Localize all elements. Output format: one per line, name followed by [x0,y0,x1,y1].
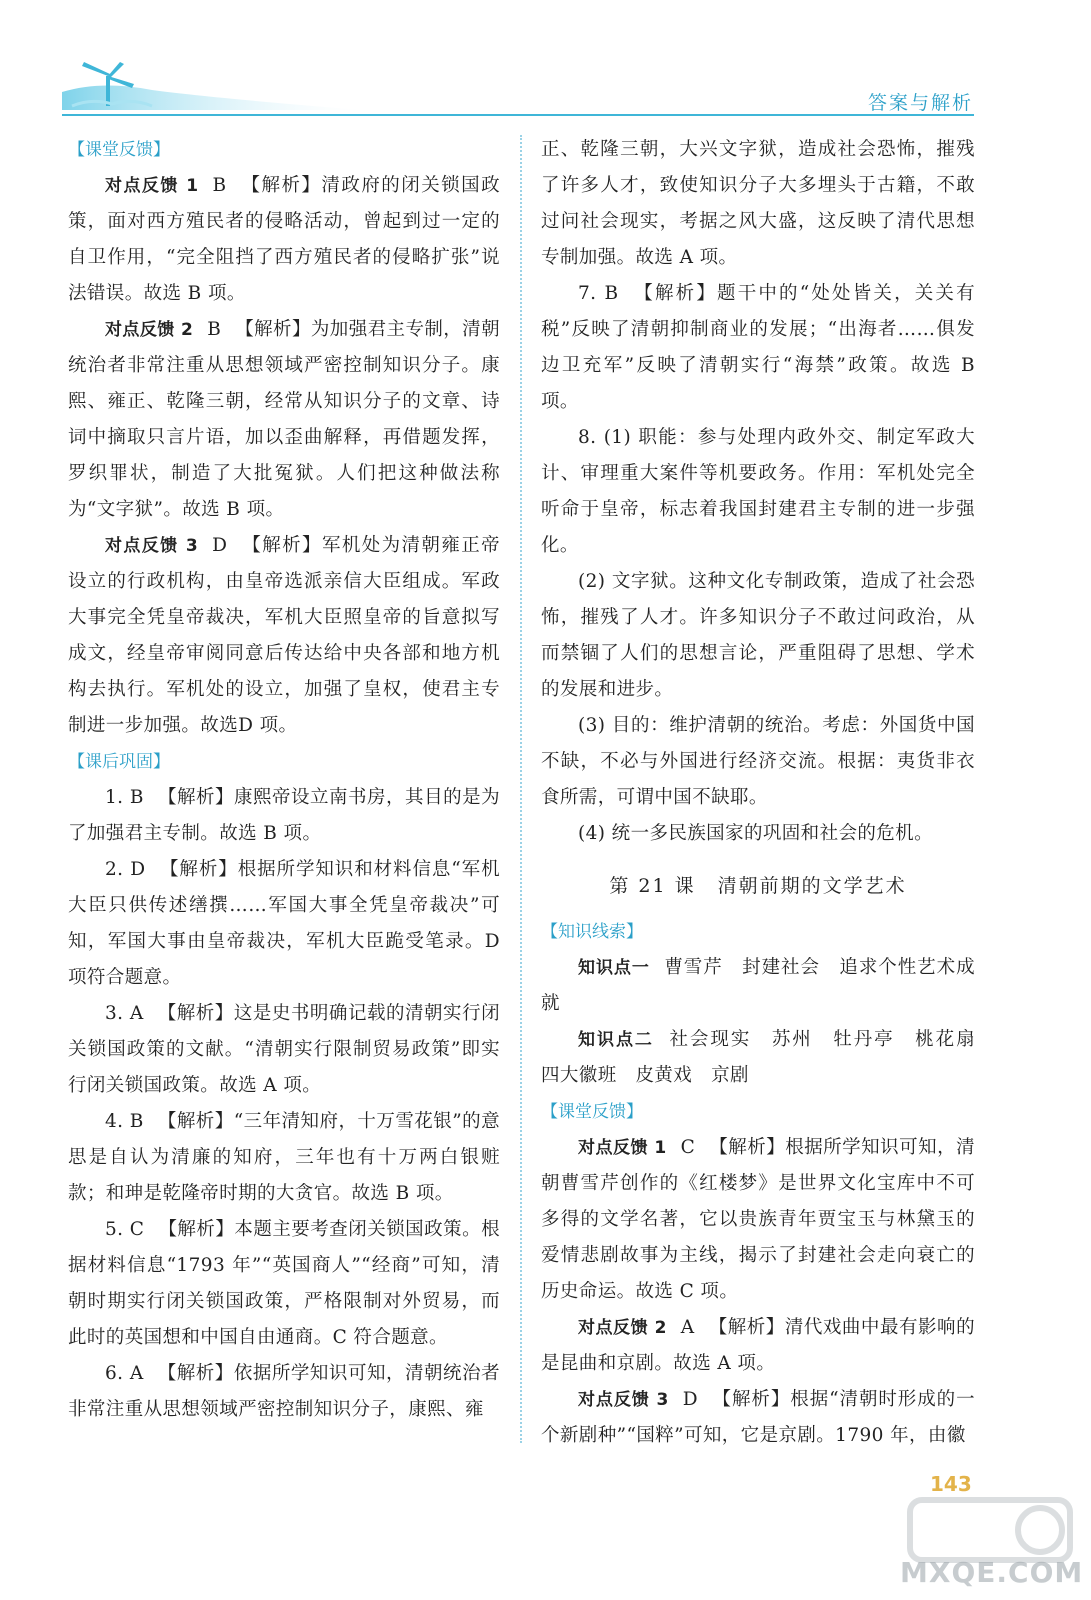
answer-item-5: 5. C 【解析】本题主要考查闭关锁国政策。根据材料信息“1793 年”“英国商人”“经商”可知，清朝时期实行闭关锁国政策，严格限制对外贸易，而此时的英国想和中国自由通商。C 符合题意。 [68,1219,500,1348]
feedback-item-2: 对点反馈 2 B 【解析】为加强君主专制，清朝统治者非常注重从思想领域严密控制知识分子。康熙、雍正、乾隆三朝，经常从知识分子的文章、诗词中摘取只言片语，加以歪曲解释，再借题发挥，罗织罪状，制造了大批冤狱。人们把这种做法称为“文字狱”。故选 B 项。 [68,319,500,520]
section-heading-after-class: 【课后巩固】 [68,752,170,772]
watermark-text: MXQE.COM [900,1556,1084,1589]
section-heading-classroom-feedback-2: 【课堂反馈】 [541,1102,643,1122]
knowledge-point-1: 知识点一 曹雪芹 封建社会 追求个性艺术成就 [541,957,975,1014]
knowledge-point-2: 知识点二 社会现实 苏州 牡丹亭 桃花扇 四大徽班 皮黄戏 京剧 [541,1029,994,1086]
left-column [68,132,500,1428]
answer-item-7: 7. B 【解析】题干中的“处处皆关，关关有税”反映了清朝抑制商业的发展；“出海者……俱发边卫充军”反映了清朝实行“海禁”政策。故选 B 项。 [541,283,975,412]
answer-item-3: 3. A 【解析】这是史书明确记载的清朝实行闭关锁国政策的文献。“清朝实行限制贸易政策”即实行闭关锁国政策。故选 A 项。 [68,1003,500,1096]
answer-item-6: 6. A 【解析】依据所学知识可知，清朝统治者非常注重从思想领域严密控制知识分子，康熙、雍 [68,1363,500,1420]
header-rule [62,114,974,116]
column-divider [520,135,522,1443]
header-title: 答案与解析 [867,92,973,114]
page-number: 143 [930,1472,972,1496]
right-column [541,132,994,1454]
feedback-item-r2: 对点反馈 2 A 【解析】清代戏曲中最有影响的是昆曲和京剧。故选 A 项。 [541,1317,975,1374]
section-heading-knowledge: 【知识线索】 [541,922,643,942]
feedback-item-r1: 对点反馈 1 C 【解析】根据所学知识可知，清朝曹雪芹创作的《红楼梦》是世界文化宝库中不可多得的文学名著，它以贵族青年贾宝玉与林黛玉的爱情悲剧故事为主线，揭示了封建社会走向衰亡的历史命运。故选 C 项。 [541,1137,975,1302]
feedback-item-1: 对点反馈 1 B 【解析】清政府的闭关锁国政策，面对西方殖民者的侵略活动，曾起到过一定的自卫作用，“完全阻挡了西方殖民者的侵略扩张”说法错误。故选 B 项。 [68,175,500,304]
answer-item-8-part-3: (3) 目的：维护清朝的统治。考虑：外国货中国不缺，不必与外国进行经济交流。根据：夷货非衣食所需，可谓中国不缺耶。 [541,715,975,808]
lesson-title: 第 21 课 清朝前期的文学艺术 [609,875,907,897]
section-heading-classroom-feedback: 【课堂反馈】 [68,140,170,160]
answer-item-2: 2. D 【解析】根据所学知识和材料信息“军机大臣只供传述缮撰……军国大事全凭皇帝裁决”可知，军国大事由皇帝裁决，军机大臣跪受笔录。D 项符合题意。 [68,859,500,988]
answer-item-6-continued: 正、乾隆三朝，大兴文字狱，造成社会恐怖，摧残了许多人才，致使知识分子大多埋头于古籍，不敢过问社会现实，考据之风大盛，这反映了清代思想专制加强。故选 A 项。 [541,139,975,268]
feedback-item-3: 对点反馈 3 D 【解析】军机处为清朝雍正帝设立的行政机构，由皇帝选派亲信大臣组成。军政大事完全凭皇帝裁决，军机大臣照皇帝的旨意拟写成文，经皇帝审阅同意后传达给中央各部和地方机构去执行。军机处的设立，加强了皇权，使君主专制进一步加强。故选D 项。 [68,535,500,736]
answer-item-1: 1. B 【解析】康熙帝设立南书房，其目的是为了加强君主专制。故选 B 项。 [68,787,500,844]
feedback-item-r3: 对点反馈 3 D 【解析】根据“清朝时形成的一个新剧种”“国粹”可知，它是京剧。1790 年，由徽 [541,1389,975,1446]
answer-item-8-part-4: (4) 统一多民族国家的巩固和社会的危机。 [578,823,933,844]
answer-item-8-part-2: (2) 文字狱。这种文化专制政策，造成了社会恐怖，摧残了人才。许多知识分子不敢过问政治，从而禁锢了人们的思想言论，严重阻碍了思想、学术的发展和进步。 [541,571,975,700]
answer-item-4: 4. B 【解析】“三年清知府，十万雪花银”的意思是自认为清廉的知府，三年也有十万两白银赃款；和珅是乾隆帝时期的大贪官。故选 B 项。 [68,1111,500,1204]
header-banner [62,62,362,110]
answer-item-8-part-1: 8. (1) 职能：参与处理内政外交、制定军政大计、审理重大案件等机要政务。作用：军机处完全听命于皇帝，标志着我国封建君主专制的进一步强化。 [541,427,975,556]
